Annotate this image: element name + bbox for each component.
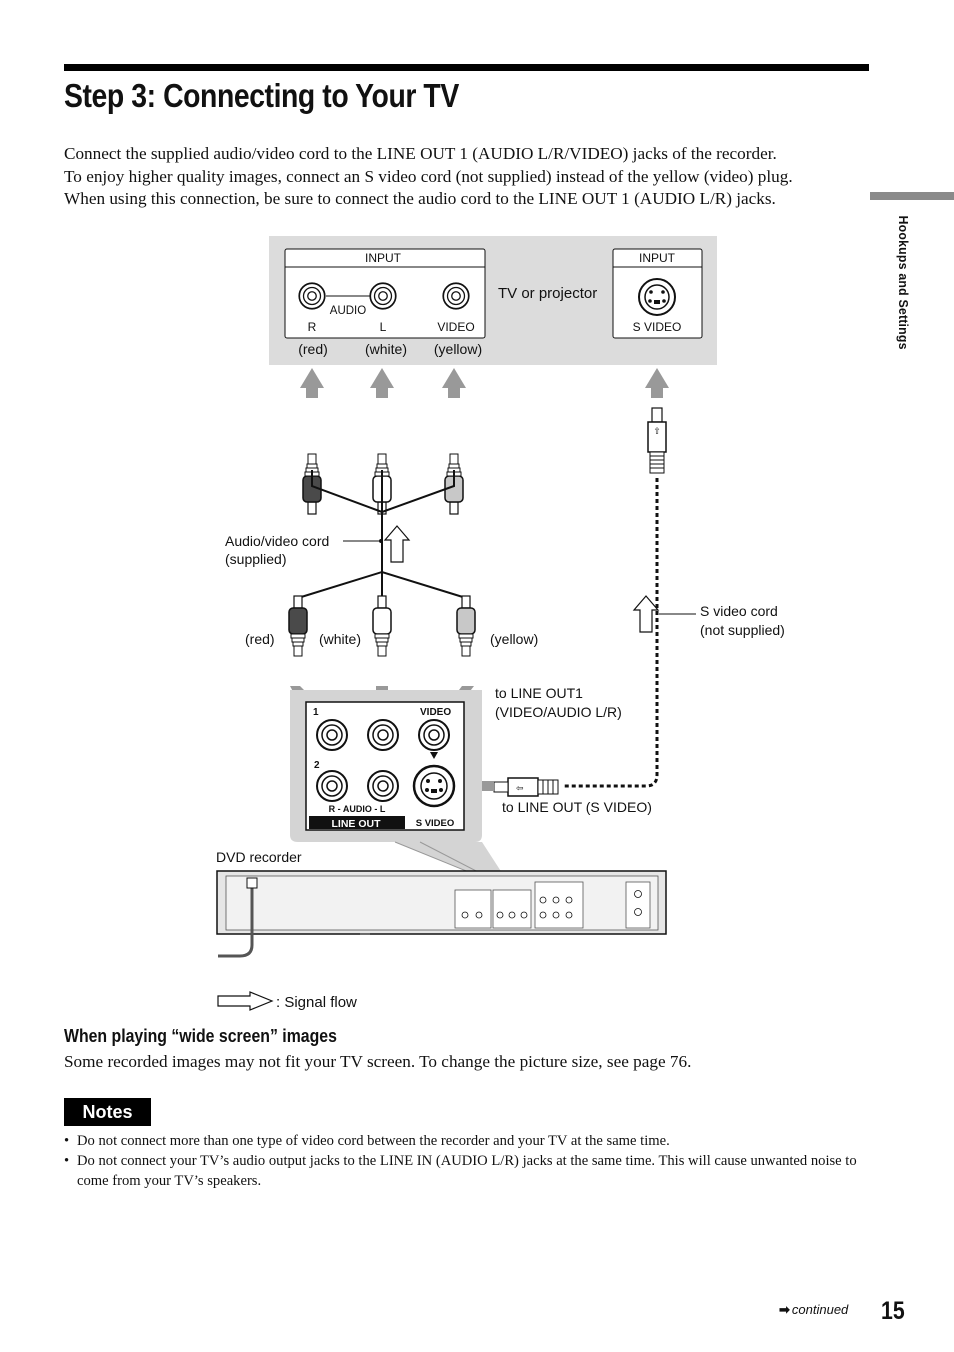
tv-input-label: INPUT [365, 251, 401, 265]
line-out1-label-2: (VIDEO/AUDIO L/R) [495, 704, 622, 720]
tv-audio-l-jack [370, 283, 396, 309]
svg-text:⇧: ⇧ [653, 426, 661, 436]
panel-audio-l-jack-1 [368, 720, 398, 750]
continued-arrow-icon: ➡ [779, 1302, 790, 1317]
tv-jack-r-label: R [307, 320, 317, 334]
bottom-yellow-label: (yellow) [490, 631, 539, 647]
tv-white-label: (white) [364, 341, 408, 357]
page-number: 15 [881, 1297, 905, 1325]
panel-video-jack-1 [419, 720, 449, 750]
panel-svideo-label: S VIDEO [415, 818, 455, 829]
panel-video-label: VIDEO [420, 707, 452, 718]
continued-indicator [779, 1302, 848, 1318]
signal-flow-legend-label: : Signal flow [276, 994, 357, 1011]
intro-line-1: Connect the supplied audio/video cord to the LINE OUT 1 (AUDIO L/R/VIDEO) jacks of the recorder. [64, 144, 777, 163]
panel-audio-l-jack-2 [368, 771, 398, 801]
notes-list [64, 1131, 874, 1191]
tv-svideo-label: S VIDEO [632, 320, 682, 334]
bottom-white-label: (white) [319, 631, 362, 647]
dvd-recorder-illustration [217, 871, 666, 956]
tv-audio-label: AUDIO [329, 305, 367, 317]
svideo-cord-label-1: S video cord [700, 603, 778, 619]
signal-arrows-to-tv [300, 368, 669, 398]
bottom-yellow-plug [457, 596, 475, 656]
tv-svideo-input-label: INPUT [639, 251, 675, 265]
tv-jack-video-label: VIDEO [437, 320, 475, 334]
tv-red-label: (red) [298, 341, 328, 357]
tv-jack-l-label: L [379, 320, 387, 334]
signal-flow-legend-arrow [218, 992, 272, 1010]
tv-svideo-jack [639, 279, 675, 315]
note-item-2: • Do not connect your TV’s audio output jacks to the LINE IN (AUDIO L/R) jacks at the same time. This will cause unwanted noise to come from your TV’s speakers. [64, 1151, 874, 1191]
continued-label: continued [791, 1302, 849, 1317]
side-tab-label: Hookups and Settings [896, 215, 911, 350]
panel-audio-r-jack-1 [317, 720, 347, 750]
signal-flow-arrow-av [385, 526, 409, 562]
tv-audio-r-jack [299, 283, 325, 309]
tv-yellow-label: (yellow) [433, 341, 483, 357]
panel-svideo-jack [414, 766, 454, 806]
panel-audio-r-jack-2 [317, 771, 347, 801]
intro-line-3: When using this connection, be sure to connect the audio cord to the LINE OUT 1 (AUDIO L/R) jacks. [64, 189, 776, 208]
notes-badge: Notes [64, 1098, 151, 1126]
bottom-red-plug [289, 596, 307, 656]
page-title: Step 3: Connecting to Your TV [64, 77, 459, 114]
panel-row-2: 2 [314, 760, 320, 771]
panel-line-out-label: LINE OUT [331, 818, 381, 830]
tv-video-jack [443, 283, 469, 309]
svideo-plug-side [494, 778, 558, 796]
line-out1-label-1: to LINE OUT1 [495, 685, 583, 701]
svideo-plug-top [648, 408, 666, 473]
signal-flow-arrow-svideo [634, 596, 658, 632]
bottom-red-label: (red) [245, 631, 275, 647]
cord-label-line-2: (supplied) [225, 551, 287, 567]
intro-line-2: To enjoy higher quality images, connect an S video cord (not supplied) instead of the yellow (video) plug. [64, 166, 793, 186]
svg-text:⇦: ⇦ [516, 783, 524, 793]
wide-screen-text: Some recorded images may not fit your TV screen. To change the picture size, see page 76. [64, 1052, 692, 1071]
panel-row-1: 1 [313, 707, 319, 718]
tv-label: TV or projector [498, 285, 598, 302]
wide-screen-heading: When playing “wide screen” images [64, 1026, 337, 1046]
svideo-cord-label-2: (not supplied) [700, 622, 785, 638]
line-out-svideo-label: to LINE OUT (S VIDEO) [502, 799, 652, 815]
note-item-1: • Do not connect more than one type of video cord between the recorder and your TV at the same time. [64, 1131, 874, 1151]
bottom-white-plug [373, 596, 391, 656]
panel-audio-label: R - AUDIO - L [328, 804, 386, 814]
cord-label-line-1: Audio/video cord [225, 533, 330, 549]
dvd-recorder-label: DVD recorder [216, 849, 302, 865]
